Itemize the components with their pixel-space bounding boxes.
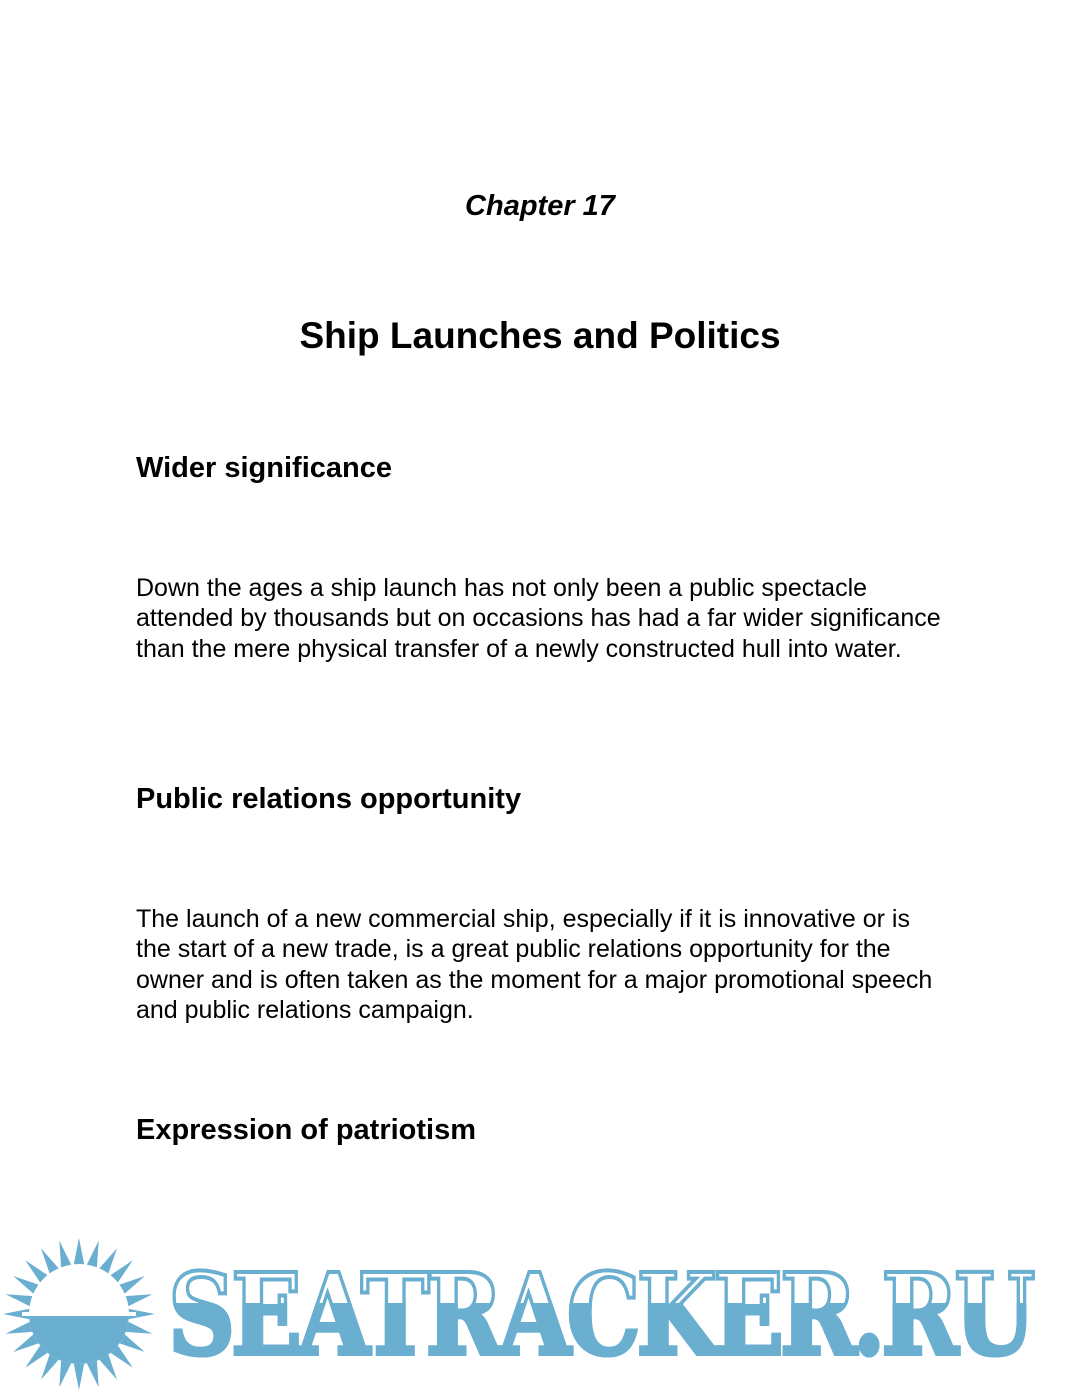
section-heading-public-relations: Public relations opportunity: [136, 783, 522, 815]
section-heading-patriotism: Expression of patriotism: [136, 1114, 477, 1146]
chapter-label: Chapter 17: [465, 190, 615, 222]
chapter-title: Ship Launches and Politics: [299, 315, 781, 356]
sun-logo-icon: [3, 1238, 155, 1390]
watermark-text: SEATRACKER.RU: [168, 1250, 1032, 1381]
paragraph-public-relations: The launch of a new commercial ship, especially if it is innovative or is the start of a new trade, is a great public relations opportunity for the owner and is often taken as the moment for a major promotional speech and public relations campaign.: [136, 905, 933, 1025]
section-heading-wider-significance: Wider significance: [136, 452, 392, 484]
paragraph-wider-significance: Down the ages a ship launch has not only been a public spectacle attended by thousands but on occasions has had a far wider significance than the mere physical transfer of a newly constructed hull into water.: [136, 574, 941, 663]
